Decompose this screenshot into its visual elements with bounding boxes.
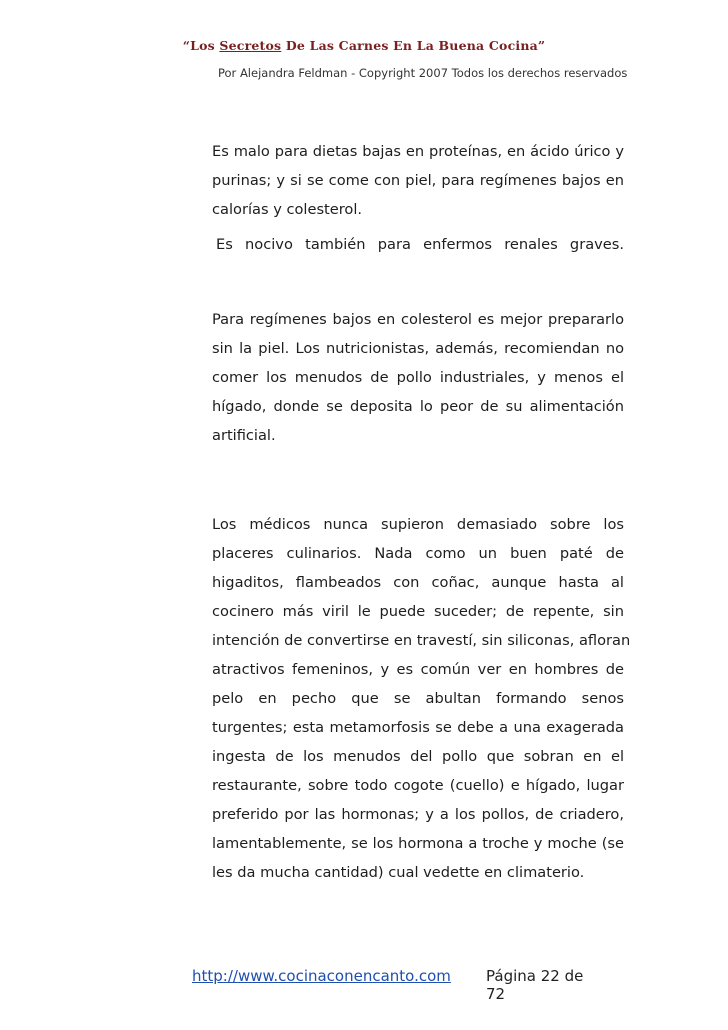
text-line: Es malo para dietas bajas en proteínas, en ácido úrico y bbox=[212, 143, 624, 160]
text-line: purinas; y si se come con piel, para regímenes bajos en bbox=[212, 172, 624, 189]
page-number: Página 22 de 72 bbox=[486, 967, 584, 1003]
text-line: Es nocivo también para enfermos renales graves. bbox=[216, 236, 624, 253]
title-secretos: Secretos bbox=[219, 38, 282, 53]
text-line: atractivos femeninos, y es común ver en hombres de bbox=[212, 661, 624, 678]
text-line: hígado, donde se deposita lo peor de su alimentación bbox=[212, 398, 624, 415]
text-line: turgentes; esta metamorfosis se debe a una exagerada bbox=[212, 719, 624, 736]
paragraph-3 bbox=[212, 305, 624, 450]
text-line: preferido por las hormonas; y a los pollos, de criadero, bbox=[212, 806, 624, 823]
footer-url-link[interactable]: http://www.cocinaconencanto.com bbox=[192, 967, 451, 985]
text-line: cocinero más viril le puede suceder; de repente, sin bbox=[212, 603, 624, 620]
page-header bbox=[0, 38, 728, 53]
text-line: pelo en pecho que se abultan formando senos bbox=[212, 690, 624, 707]
text-line: Para regímenes bajos en colesterol es mejor prepararlo bbox=[212, 311, 624, 328]
text-line: placeres culinarios. Nada como un buen paté de bbox=[212, 545, 624, 562]
text-line: les da mucha cantidad) cual vedette en climaterio. bbox=[212, 864, 585, 881]
text-line: sin la piel. Los nutricionistas, además, recomiendan no bbox=[212, 340, 624, 357]
text-line: artificial. bbox=[212, 427, 276, 444]
text-line: intención de convertirse en travestí, sin siliconas, afloran bbox=[212, 632, 631, 649]
document-title: “Los Secretos De Las Carnes En La Buena Cocina” bbox=[182, 38, 546, 53]
paragraph-1 bbox=[212, 137, 624, 224]
text-line: lamentablemente, se los hormona a troche y moche (se bbox=[212, 835, 624, 852]
text-line: restaurante, sobre todo cogote (cuello) e hígado, lugar bbox=[212, 777, 624, 794]
text-line: ingesta de los menudos del pollo que sobran en el bbox=[212, 748, 624, 765]
document-subtitle: Por Alejandra Feldman - Copyright 2007 Todos los derechos reservados bbox=[218, 66, 628, 80]
paragraph-2 bbox=[216, 230, 624, 259]
paragraph-4 bbox=[212, 510, 631, 887]
text-line: calorías y colesterol. bbox=[212, 201, 363, 218]
text-line: comer los menudos de pollo industriales, y menos el bbox=[212, 369, 624, 386]
text-line: Los médicos nunca supieron demasiado sobre los bbox=[212, 516, 624, 533]
text-line: higaditos, flambeados con coñac, aunque hasta al bbox=[212, 574, 624, 591]
